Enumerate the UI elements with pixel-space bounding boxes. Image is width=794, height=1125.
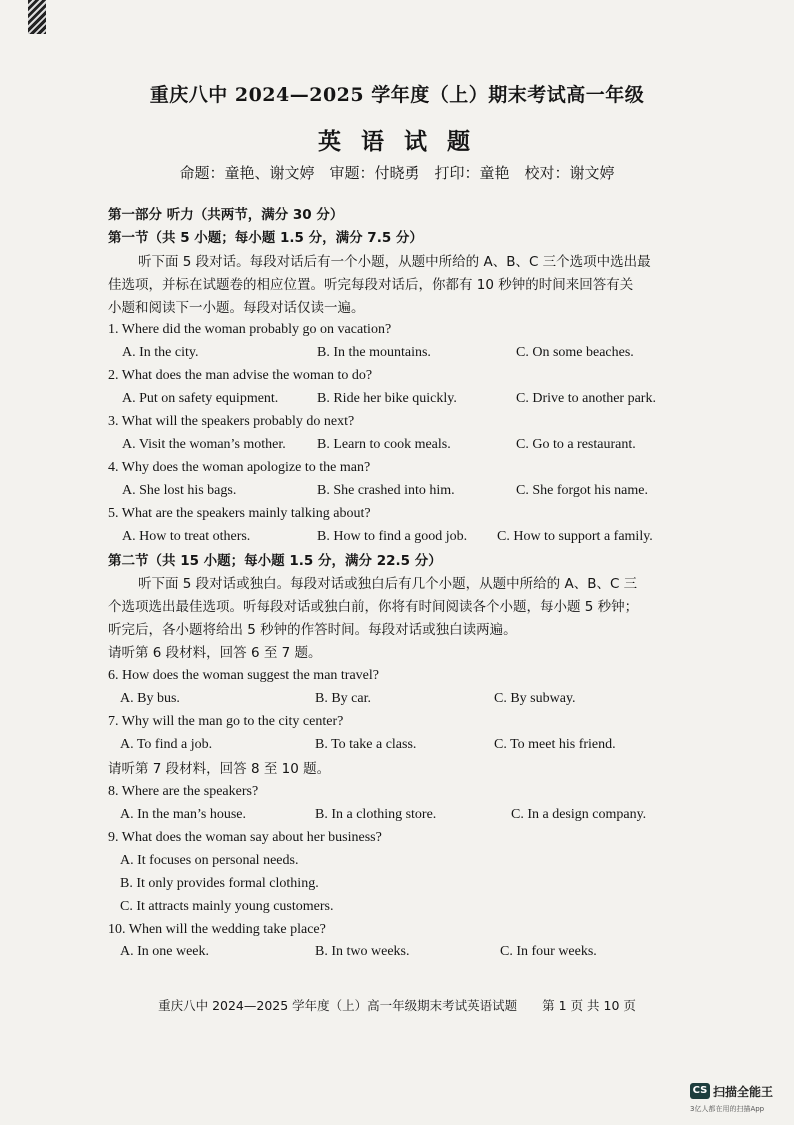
option-c: C. Go to a restaurant. <box>516 437 636 452</box>
question-stem: 7. Why will the man go to the city center? <box>108 714 344 729</box>
section2-instruction-line: 听下面 5 段对话或独白。每段对话或独白后有几个小题，从题中所给的 A、B、C 三 <box>138 576 638 592</box>
part1-heading: 第一部分 听力（共两节，满分 30 分） <box>108 207 344 223</box>
material-instruction: 请听第 7 段材料，回答 8 至 10 题。 <box>108 761 331 777</box>
question-stem: 10. When will the wedding take place? <box>108 922 326 937</box>
section2-instruction-line: 个选项选出最佳选项。听每段对话或独白前，你将有时间阅读各个小题，每小题 5 秒钟； <box>108 599 639 615</box>
camscanner-tagline: 3亿人都在用的扫描App <box>690 1105 765 1113</box>
option-a: A. In the man’s house. <box>120 807 246 822</box>
question-stem: 3. What will the speakers probably do next? <box>108 414 355 429</box>
question-stem: 1. Where did the woman probably go on vacation? <box>108 322 392 337</box>
section1-instruction-line: 小题和阅读下一小题。每段对话仅读一遍。 <box>108 300 365 316</box>
option-b: B. How to find a good job. <box>317 529 468 544</box>
option-a: A. She lost his bags. <box>122 483 237 498</box>
question-stem: 5. What are the speakers mainly talking about? <box>108 506 371 521</box>
option-b: B. Learn to cook meals. <box>317 437 451 452</box>
option-b: B. She crashed into him. <box>317 483 455 498</box>
option-a: A. To find a job. <box>120 737 213 752</box>
option-a: A. How to treat others. <box>122 529 251 544</box>
camscanner-logo-icon: CS <box>690 1083 710 1099</box>
section2-instruction-line: 听完后，各小题将给出 5 秒钟的作答时间。每段对话或独白读两遍。 <box>108 622 517 638</box>
section1-instruction-line: 佳选项，并标在试题卷的相应位置。听完每段对话后，你都有 10 秒钟的时间来回答有关 <box>108 277 634 293</box>
material-instruction: 请听第 6 段材料，回答 6 至 7 题。 <box>108 645 322 661</box>
question-stem: 9. What does the woman say about her business? <box>108 830 382 845</box>
scan-corner-mark <box>28 0 46 34</box>
section1-instruction-line: 听下面 5 段对话。每段对话后有一个小题，从题中所给的 A、B、C 三个选项中选出最 <box>138 254 651 270</box>
question-stem: 8. Where are the speakers? <box>108 784 259 799</box>
option-c: C. It attracts mainly young customers. <box>120 899 334 914</box>
option-c: C. In four weeks. <box>500 944 597 959</box>
question-stem: 2. What does the man advise the woman to do? <box>108 368 373 383</box>
option-c: C. She forgot his name. <box>516 483 648 498</box>
camscanner-name: 扫描全能王 <box>713 1085 774 1099</box>
option-a: A. In one week. <box>120 944 210 959</box>
option-c: C. To meet his friend. <box>494 737 616 752</box>
option-b: B. To take a class. <box>315 737 417 752</box>
option-a: A. By bus. <box>120 691 180 706</box>
option-b: B. By car. <box>315 691 371 706</box>
option-b: B. It only provides formal clothing. <box>120 876 319 891</box>
section2-heading: 第二节（共 15 小题；每小题 1.5 分，满分 22.5 分） <box>108 553 442 569</box>
page-footer: 重庆八中 2024—2025 学年度（上）高一年级期末考试英语试题 第 1 页 共 10 页 <box>158 998 636 1013</box>
option-c: C. How to support a family. <box>497 529 653 544</box>
option-a: A. It focuses on personal needs. <box>120 853 299 868</box>
option-c: C. In a design company. <box>511 807 647 822</box>
option-b: B. In two weeks. <box>315 944 410 959</box>
exam-title: 重庆八中 2024—2025 学年度（上）期末考试高一年级 <box>149 84 645 106</box>
option-b: B. Ride her bike quickly. <box>317 391 457 406</box>
option-b: B. In the mountains. <box>317 345 431 360</box>
option-b: B. In a clothing store. <box>315 807 437 822</box>
question-stem: 6. How does the woman suggest the man travel? <box>108 668 379 683</box>
option-a: A. Visit the woman’s mother. <box>122 437 286 452</box>
option-a: A. In the city. <box>122 345 199 360</box>
section1-heading: 第一节（共 5 小题；每小题 1.5 分，满分 7.5 分） <box>108 230 423 246</box>
option-a: A. Put on safety equipment. <box>122 391 279 406</box>
question-stem: 4. Why does the woman apologize to the man? <box>108 460 371 475</box>
option-c: C. Drive to another park. <box>516 391 656 406</box>
staff-credits: 命题：童艳、谢文婷 审题：付晓勇 打印：童艳 校对：谢文婷 <box>179 164 615 182</box>
option-c: C. By subway. <box>494 691 576 706</box>
option-c: C. On some beaches. <box>516 345 634 360</box>
exam-subtitle: 英 语 试 题 <box>317 128 477 155</box>
